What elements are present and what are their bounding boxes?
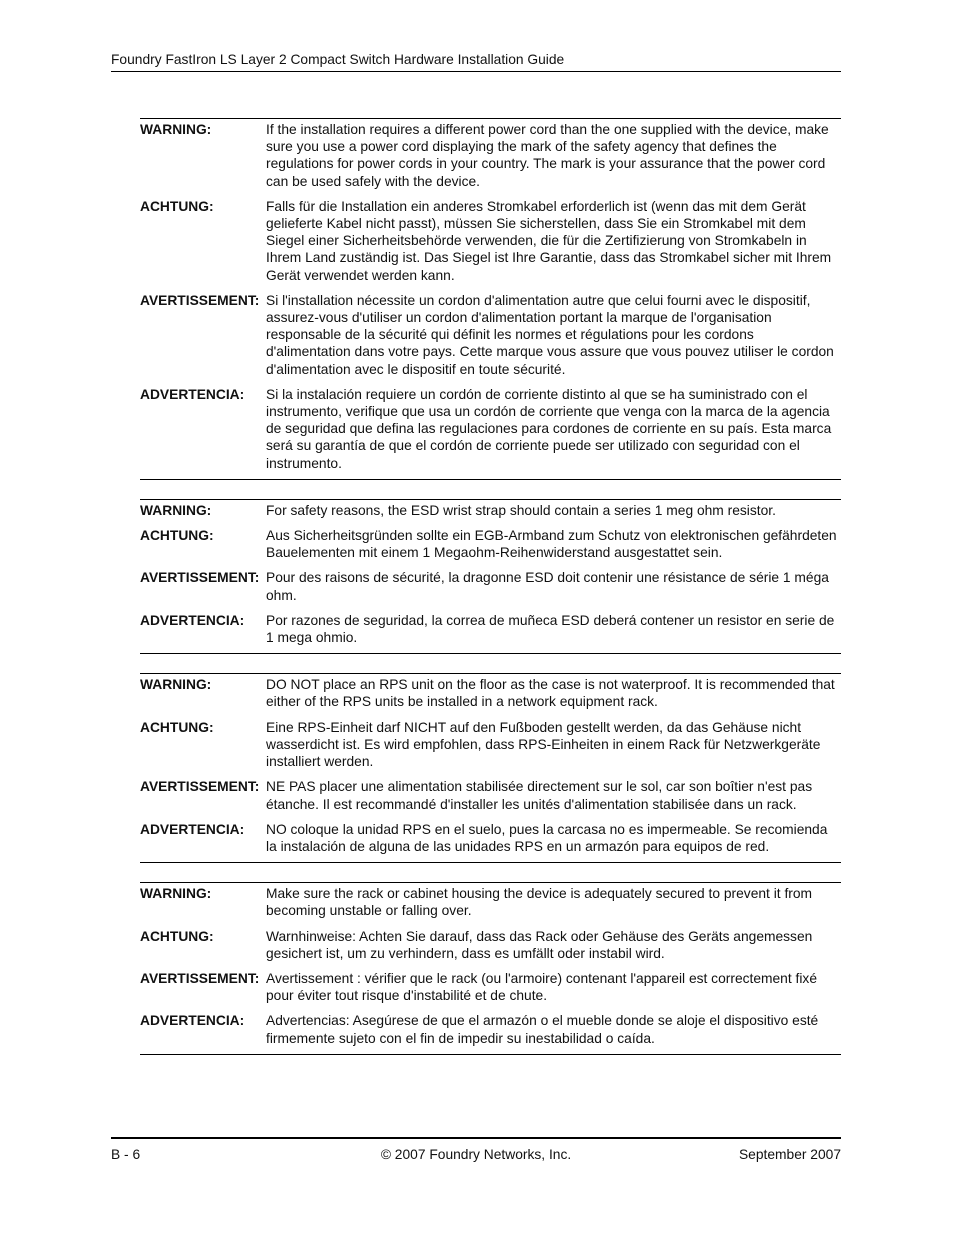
warning-entry-es	[140, 612, 841, 646]
entry-label: AVERTISSEMENT:	[140, 779, 260, 795]
entry-text: Si l'installation nécessite un cordon d'alimentation autre que celui fourni avec le dispositif, assurez-vous d'utiliser un cordon d'alimentation portant la marque de l'organisation responsable de la sécurité qui définit les normes et régulations pour les cordons d'alimentation dans votre pays. Cette marque vous assure que vous pouvez utiliser le cordon d'alimentation avec le dispositif en toute sécurité.	[266, 292, 834, 377]
entry-text: Warnhinweise: Achten Sie darauf, dass das Rack oder Gehäuse des Geräts angemessen gesichert ist, um zu verhindern, dass es umfällt oder instabil wird.	[266, 928, 813, 961]
entry-text: Make sure the rack or cabinet housing the device is adequately secured to prevent it from becoming unstable or falling over.	[266, 886, 813, 919]
warning-entry-fr	[140, 569, 841, 603]
entry-label: WARNING:	[140, 886, 212, 902]
entry-label: ADVERTENCIA:	[140, 1013, 245, 1029]
page-header-title: Foundry FastIron LS Layer 2 Compact Switch Hardware Installation Guide	[111, 52, 565, 67]
copyright-notice: © 2007 Foundry Networks, Inc.	[380, 1147, 572, 1162]
entry-label: AVERTISSEMENT:	[140, 970, 260, 986]
entry-label: ADVERTENCIA:	[140, 386, 245, 402]
entry-label: ACHTUNG:	[140, 928, 214, 944]
entry-label: WARNING:	[140, 502, 212, 518]
warnings-content	[140, 118, 841, 1055]
entry-text: DO NOT place an RPS unit on the floor as the case is not waterproof. It is recommended that either of the RPS units be installed in a network equipment rack.	[266, 677, 835, 710]
warning-entry-de	[140, 719, 841, 771]
footer-divider	[111, 1137, 841, 1139]
entry-text: Pour des raisons de sécurité, la dragonne ESD doit contenir une résistance de série 1 méga ohm.	[266, 570, 829, 603]
warning-entry-de	[140, 527, 841, 561]
warning-entry-en	[140, 502, 841, 519]
warning-entry-es	[140, 386, 841, 472]
entry-text: Por razones de seguridad, la correa de muñeca ESD deberá contener un resistor en serie de 1 mega ohmio.	[266, 612, 835, 646]
page-number: B - 6	[111, 1147, 141, 1162]
warning-entry-fr	[140, 970, 841, 1004]
entry-label: AVERTISSEMENT:	[140, 292, 260, 308]
entry-label: ACHTUNG:	[140, 528, 214, 544]
entry-text: For safety reasons, the ESD wrist strap should contain a series 1 meg ohm resistor.	[266, 502, 776, 518]
warning-entry-en	[140, 121, 841, 190]
entry-text: NO coloque la unidad RPS en el suelo, pues la carcasa no es impermeable. Se recomienda la instalación de alguna de las unidades RPS en un armazón para equipos de red.	[266, 821, 828, 854]
warning-entry-de	[140, 198, 841, 284]
warning-block-esd	[140, 499, 841, 654]
entry-text: Falls für die Installation ein anderes Stromkabel erforderlich ist (wenn das mit dem Gerät gelieferte Kabel nicht passt), müssen Sie sicherstellen, dass Sie ein Stromkabel mit dem Siegel einer Sicherheitsbehörde verwenden, die für die Zertifizierung von Stromkabeln in Ihrem Land zuständig ist. Das Siegel ist Ihre Garantie, dass das Stromkabel sicher mit Ihrem Gerät verwendet werden kann.	[266, 198, 832, 283]
warning-entry-en	[140, 676, 841, 710]
warning-entry-fr	[140, 292, 841, 378]
entry-label: ACHTUNG:	[140, 719, 214, 735]
entry-label: ADVERTENCIA:	[140, 821, 245, 837]
warning-block-rack	[140, 882, 841, 1055]
entry-label: WARNING:	[140, 677, 212, 693]
warning-entry-en	[140, 885, 841, 919]
entry-text: Advertencias: Asegúrese de que el armazón o el mueble donde se aloje el dispositivo esté firmemente sujeto con el fin de impedir su inestabilidad o caída.	[266, 1013, 819, 1046]
entry-text: Avertissement : vérifier que le rack (ou l'armoire) contenant l'appareil est correctement fixé pour éviter tout risque d'instabilité et de chute.	[266, 970, 817, 1004]
entry-text: If the installation requires a different power cord than the one supplied with the device, make sure you use a power cord displaying the mark of the safety agency that defines the regulations for power cords in your country. The mark is your assurance that the power cord can be used safely with the device.	[266, 122, 829, 189]
entry-text: Aus Sicherheitsgründen sollte ein EGB-Armband zum Schutz von elektronischen gefährdeten Bauelementen mit einem 1 Megaohm-Reihenwiderstand ausgestattet sein.	[266, 528, 837, 561]
header-divider	[111, 71, 841, 72]
entry-label: AVERTISSEMENT:	[140, 570, 260, 586]
entry-label: ADVERTENCIA:	[140, 612, 245, 628]
warning-block-rps	[140, 673, 841, 863]
warning-entry-fr	[140, 778, 841, 812]
entry-label: ACHTUNG:	[140, 198, 214, 214]
entry-text: Eine RPS-Einheit darf NICHT auf den Fußboden gestellt werden, da das Gehäuse nicht wasserdicht ist. Es wird empfohlen, dass RPS-Einheiten in einem Rack für Netzwerkgeräte installiert werden.	[266, 719, 821, 770]
entry-text: Si la instalación requiere un cordón de corriente distinto al que se ha suministrado con el instrumento, verifique que usa un cordón de corriente que venga con la marca de la agencia de seguridad que defina las regulaciones para cordones de corriente en su país. Esta marca será su garantía de que el cordón de corriente puede ser utilizado con seguridad con el instrumento.	[266, 386, 832, 471]
warning-entry-es	[140, 1012, 841, 1046]
warning-entry-de	[140, 928, 841, 962]
warning-entry-es	[140, 821, 841, 855]
entry-text: NE PAS placer une alimentation stabilisée directement sur le sol, car son boîtier n'est pas étanche. Il est recommandé d'installer les unités d'alimentation stabilisée dans un rack.	[266, 779, 813, 812]
entry-label: WARNING:	[140, 122, 212, 137]
publication-date: September 2007	[738, 1147, 841, 1162]
warning-block-power-cord	[140, 118, 841, 480]
